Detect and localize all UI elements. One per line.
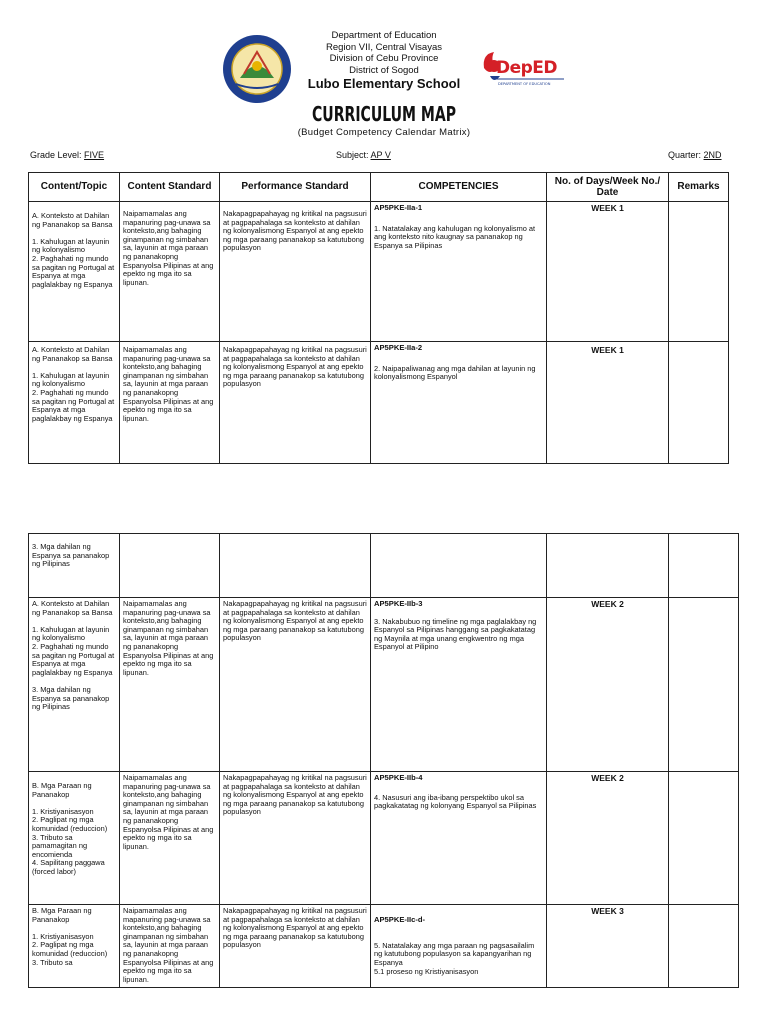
competency-code: AP5PKE-IIb-3 — [374, 599, 423, 608]
cell-performance-standard: Nakapagpapahayag ng kritikal na pagsusuri at pagpapahalaga sa konteksto at dahilan ng kolonyalismong Espanyol at ang epekto ng mga paraang pananakop sa katutubong populasyon — [220, 772, 371, 905]
cell-content-standard — [120, 534, 220, 598]
col-header-remarks: Remarks — [669, 173, 729, 202]
cell-topic: 3. Mga dahilan ng Espanya sa pananakop ng Pilipinas — [29, 534, 120, 598]
document-header — [0, 0, 768, 150]
department-lines — [0, 30, 768, 76]
competency-code: AP5PKE-IIa-2 — [374, 343, 423, 352]
subject — [336, 150, 391, 160]
cell-week: WEEK 1 — [547, 342, 669, 464]
cell-remarks — [669, 202, 729, 342]
cell-competency — [371, 772, 547, 905]
competency-text: 1. Natatalakay ang kahulugan ng kolonyalismo at ang konteksto nito kaugnay sa pananakop ng Espanya sa Pilipinas — [374, 223, 536, 250]
cell-competency — [371, 598, 547, 772]
document-title: CURRICULUM MAP — [312, 102, 456, 126]
grade-level — [30, 150, 104, 160]
dept-line-1: Department of Education — [331, 30, 437, 41]
cell-remarks — [669, 772, 739, 905]
competency-text: 5. Natatalakay ang mga paraan ng pagsasailalim ng katutubong populasyon sa kapangyarihan ng Espanya 5.1 proseso ng Kristiyanisasyon — [374, 940, 535, 976]
table-row — [29, 202, 729, 342]
col-header-topic: Content/Topic — [29, 173, 120, 202]
quarter-value: 2ND — [703, 150, 722, 160]
cell-remarks — [669, 534, 739, 598]
cell-topic: B. Mga Paraan ng Pananakop 1. Kristiyanisasyon 2. Paglipat ng mga komunidad (reduccion) 3. Tributo sa pamamagitan ng encomienda 4. Sapilitang paggawa (forced labor) — [29, 772, 120, 905]
cell-competency — [371, 342, 547, 464]
info-bar — [30, 150, 730, 164]
cell-performance-standard: Nakapagpapahayag ng kritikal na pagsusuri at pagpapahalaga sa konteksto at dahilan ng kolonyalismong Espanyol at ang epekto ng mga paraang pananakop sa katutubong populasyon — [220, 342, 371, 464]
curriculum-table-1 — [28, 172, 729, 464]
svg-text:DEPARTMENT OF EDUCATION: DEPARTMENT OF EDUCATION — [498, 82, 551, 86]
competency-code: AP5PKE-IIa-1 — [374, 203, 423, 212]
competency-text: 2. Naipapaliwanag ang mga dahilan at layunin ng kolonyalismong Espanyol — [374, 363, 536, 382]
col-header-competencies: COMPETENCIES — [371, 173, 547, 202]
cell-content-standard: Naipamamalas ang mapanuring pag-unawa sa konteksto,ang bahaging ginampanan ng simbahan sa, layunin at mga paraan ng pananakopng Espanyolsa Pilipinas at ang epekto ng mga ito sa lipunan. — [120, 202, 220, 342]
deped-logo-icon — [476, 46, 568, 90]
cell-performance-standard: Nakapagpapahayag ng kritikal na pagsusuri at pagpapahalaga sa konteksto at dahilan ng kolonyalismong Espanyol at ang epekto ng mga paraang pananakop sa katutubong populasyon — [220, 905, 371, 988]
col-header-content-standard: Content Standard — [120, 173, 220, 202]
table-header-row — [29, 173, 729, 202]
cell-week: WEEK 1 — [547, 202, 669, 342]
table-row — [29, 598, 739, 772]
table-row — [29, 905, 739, 988]
competency-text: 3. Nakabubuo ng timeline ng mga paglalakbay ng Espanyol sa Pilipinas hanggang sa pagkakatatag ng Maynila at mga unang engkwentro ng mga Espanyol at Pilipino — [374, 616, 537, 652]
school-name: Lubo Elementary School — [307, 76, 461, 91]
cell-topic: B. Mga Paraan ng Pananakop 1. Kristiyanisasyon 2. Paglipat ng mga komunidad (reduccion) 3. Tributo sa — [29, 905, 120, 988]
competency-code: AP5PKE-IIc-d- — [374, 914, 426, 924]
grade-label: Grade Level: — [30, 150, 82, 160]
cell-topic: A. Konteksto at Dahilan ng Pananakop sa Bansa 1. Kahulugan at layunin ng kolonyalismo 2. Paghahati ng mundo sa pagitan ng Portugal at Espanya at mga paglalakbay ng Espanya 3. Mga dahilan ng Espanya sa pananakop ng Pilipinas — [29, 598, 120, 772]
quarter — [668, 150, 722, 160]
cell-topic: A. Konteksto at Dahilan ng Pananakop sa Bansa 1. Kahulugan at layunin ng kolonyalismo 2. Paghahati ng mundo sa pagitan ng Portugal at Espanya at mga paglalakbay ng Espanya — [29, 202, 120, 342]
cell-performance-standard: Nakapagpapahayag ng kritikal na pagsusuri at pagpapahalaga sa konteksto at dahilan ng kolonyalismong Espanyol at ang epekto ng mga paraang pananakop sa katutubong populasyon — [220, 202, 371, 342]
table-row — [29, 772, 739, 905]
cell-content-standard: Naipamamalas ang mapanuring pag-unawa sa konteksto,ang bahaging ginampanan ng simbahan sa, layunin at mga paraan ng pananakopng Espanyolsa Pilipinas at ang epekto ng mga ito sa lipunan. — [120, 905, 220, 988]
dept-line-2: Region VII, Central Visayas — [326, 41, 442, 53]
cell-week: WEEK 3 — [547, 905, 669, 988]
cell-performance-standard: Nakapagpapahayag ng kritikal na pagsusuri at pagpapahalaga sa konteksto at dahilan ng kolonyalismong Espanyol at ang epekto ng mga paraang pananakop sa katutubong populasyon — [220, 598, 371, 772]
cell-remarks — [669, 598, 739, 772]
quarter-label: Quarter: — [668, 150, 702, 160]
subject-value: AP V — [370, 150, 391, 160]
cell-competency — [371, 905, 547, 988]
cell-week: WEEK 2 — [547, 772, 669, 905]
svg-text:DepED: DepED — [496, 58, 558, 78]
col-header-days: No. of Days/Week No./ Date — [547, 173, 669, 202]
cell-performance-standard — [220, 534, 371, 598]
cell-topic: A. Konteksto at Dahilan ng Pananakop sa Bansa 1. Kahulugan at layunin ng kolonyalismo 2. Paghahati ng mundo sa pagitan ng Portugal at Espanya at mga paglalakbay ng Espanya — [29, 342, 120, 464]
cell-content-standard: Naipamamalas ang mapanuring pag-unawa sa konteksto,ang bahaging ginampanan ng simbahan sa, layunin at mga paraan ng pananakopng Espanyolsa Pilipinas at ang epekto ng mga ito sa lipunan. — [120, 772, 220, 905]
cell-week — [547, 534, 669, 598]
competency-code: AP5PKE-IIb-4 — [374, 773, 423, 782]
table-row — [29, 534, 739, 598]
cell-competency — [371, 202, 547, 342]
document-subtitle: (Budget Competency Calendar Matrix) — [297, 127, 471, 138]
table-row — [29, 342, 729, 464]
col-header-performance-standard: Performance Standard — [220, 173, 371, 202]
dept-line-4: District of Sogod — [349, 64, 419, 76]
cell-remarks — [669, 342, 729, 464]
cell-remarks — [669, 905, 739, 988]
subject-label: Subject: — [336, 150, 369, 160]
cell-content-standard: Naipamamalas ang mapanuring pag-unawa sa konteksto,ang bahaging ginampanan ng simbahan sa, layunin at mga paraan ng pananakopng Espanyolsa Pilipinas at ang epekto ng mga ito sa lipunan. — [120, 598, 220, 772]
cell-week: WEEK 2 — [547, 598, 669, 772]
cell-content-standard: Naipamamalas ang mapanuring pag-unawa sa konteksto,ang bahaging ginampanan ng simbahan sa, layunin at mga paraan ng pananakopng Espanyolsa Pilipinas at ang epekto ng mga ito sa lipunan. — [120, 342, 220, 464]
grade-value: FIVE — [84, 150, 105, 160]
dept-line-3: Division of Cebu Province — [329, 53, 439, 65]
cell-competency — [371, 534, 547, 598]
curriculum-table-2 — [28, 533, 739, 988]
competency-text: 4. Nasusuri ang iba-ibang perspektibo ukol sa pagkakatatag ng kolonyang Espanyol sa Pilipinas — [374, 792, 537, 811]
